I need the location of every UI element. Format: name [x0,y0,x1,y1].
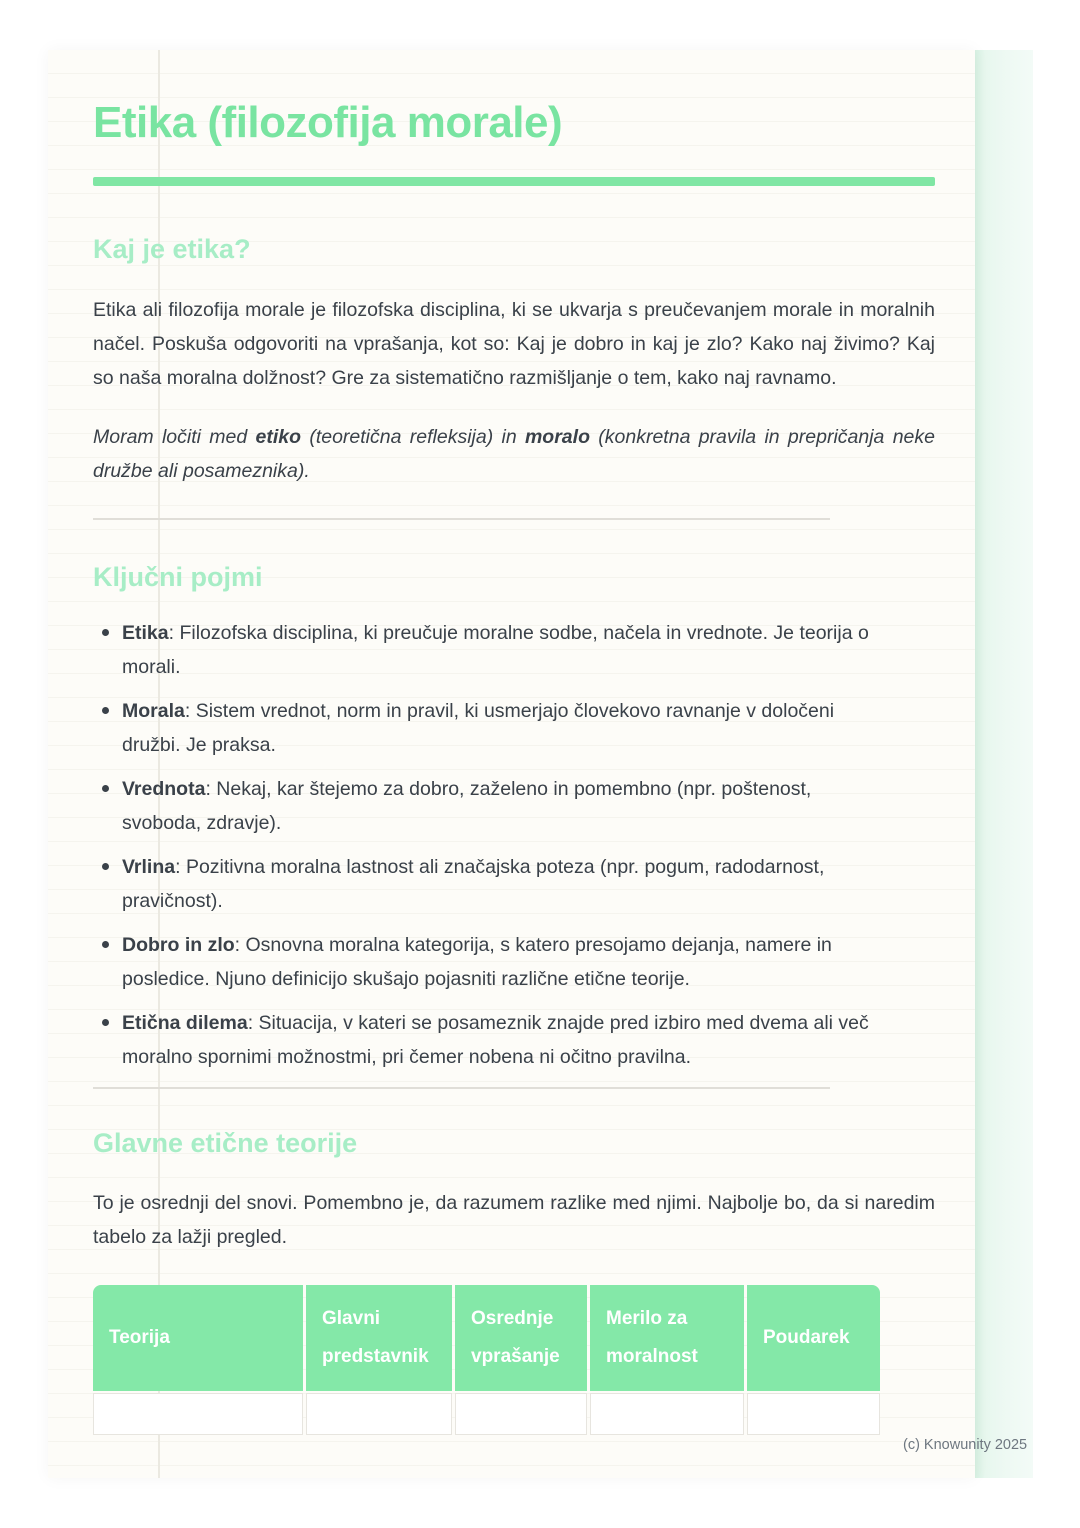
bullet-dot [102,941,109,948]
page-title: Etika (filozofija morale) [93,98,563,147]
table-header-teorija: Teorija [93,1285,303,1391]
title-underline-bar [93,177,935,186]
section-heading-glavne-eticne-teorije: Glavne etične teorije [93,1128,358,1158]
term-definition: : Pozitivna moralna lastnost ali značajska poteza (npr. pogum, radodarnost, pravičnost). [122,856,825,912]
term-label: Vrednota [122,778,206,800]
intro-paragraph: Etika ali filozofija morale je filozofska disciplina, ki se ukvarja s preučevanjem morale in moralnih načel. Poskuša odgovoriti na vprašanja, kot so: Kaj je dobro in kaj je zlo? Kako naj živimo? Kaj so naša moralna dolžnost? Gre za sistematično razmišljanje o tem, kako naj ravnamo. [93,299,935,389]
table-cell [455,1393,587,1435]
section-divider [93,518,830,520]
copyright-notice: (c) Knowunity 2025 [903,1437,1028,1453]
theories-table [93,1285,880,1435]
note-part: (teoretična refleksija) in [301,426,525,448]
term-label: Dobro in zlo [122,934,235,956]
list-item [93,616,893,684]
section-divider [93,1087,830,1089]
term-label: Morala [122,700,185,722]
note-part: Moram ločiti med [93,426,256,448]
table-header-row [93,1285,880,1391]
intro-note [93,420,935,488]
term-label: Etična dilema [122,1012,248,1034]
term-definition: : Filozofska disciplina, ki preučuje moralne sodbe, načela in vrednote. Je teorija o morali. [122,622,869,678]
page-content [93,97,935,1435]
term-definition: : Nekaj, kar štejemo za dobro, zaželeno in pomembno (npr. poštenost, svoboda, zdravje). [122,778,812,834]
theories-paragraph: To je osrednji del snovi. Pomembno je, da razumem razlike med njimi. Najbolje bo, da si naredim tabelo za lažji pregled. [93,1192,935,1248]
table-row [93,1393,880,1435]
bullet-dot [102,785,109,792]
section-heading-kaj-je-etika: Kaj je etika? [93,234,251,264]
table-cell [306,1393,452,1435]
list-item [93,1006,893,1074]
table-cell [93,1393,303,1435]
note-bold-moralo: moralo [524,426,590,448]
section-heading-kljucni-pojmi: Ključni pojmi [93,562,263,592]
bullet-dot [102,1019,109,1026]
document-page [48,50,975,1478]
table-header-glavni-predstavnik: Glavni predstavnik [306,1285,452,1391]
table-cell [590,1393,744,1435]
term-label: Etika [122,622,169,644]
table-header-merilo-za-moralnost: Merilo za moralnost [590,1285,744,1391]
term-label: Vrlina [122,856,176,878]
bullet-dot [102,863,109,870]
side-accent-strip [975,50,1033,1478]
list-item [93,694,893,762]
term-definition: : Sistem vrednot, norm in pravil, ki usmerjajo človekovo ravnanje v določeni družbi. Je praksa. [122,700,835,756]
list-item [93,850,893,918]
table-header-poudarek: Poudarek [747,1285,880,1391]
term-definition: : Osnovna moralna kategorija, s katero presojamo dejanja, namere in posledice. Njuno definicijo skušajo pojasniti različne etične teorije. [122,934,832,990]
list-item [93,928,893,996]
note-part: (konkretna pravila in prepričanja neke družbe ali posameznika). [93,426,935,482]
list-item [93,772,893,840]
table-cell [747,1393,880,1435]
note-bold-etiko: etiko [255,426,302,448]
key-terms-list [93,616,893,1074]
bullet-dot [102,707,109,714]
term-definition: : Situacija, v kateri se posameznik znajde pred izbiro med dvema ali več moralno spornimi možnostmi, pri čemer nobena ni očitno pravilna. [122,1012,869,1068]
table-header-osrednje-vprasanje: Osrednje vprašanje [455,1285,587,1391]
bullet-dot [102,629,109,636]
